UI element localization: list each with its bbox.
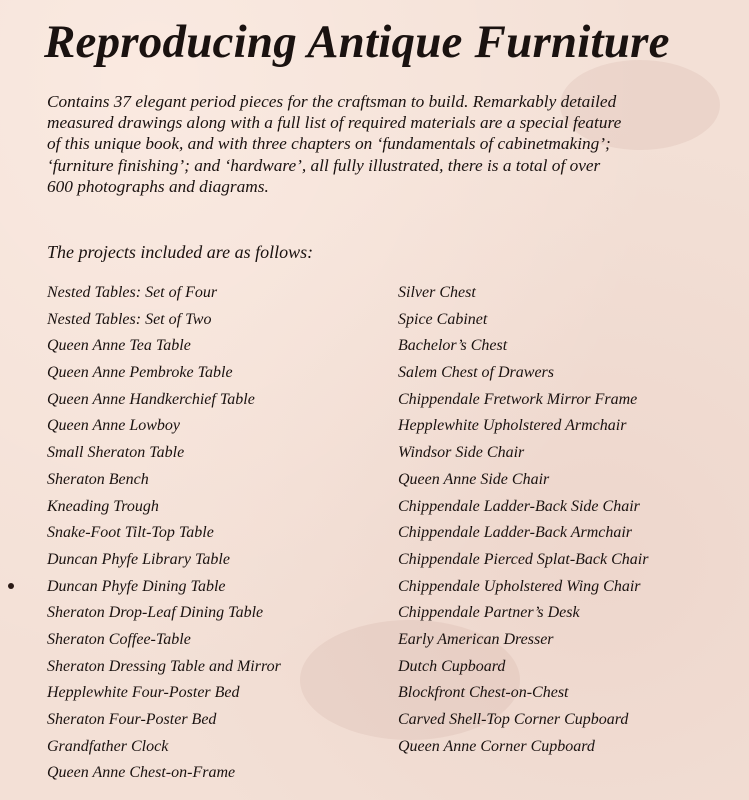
list-item: Duncan Phyfe Library Table	[47, 550, 230, 568]
page-title: Reproducing Antique Furniture	[44, 16, 670, 68]
list-item: Nested Tables: Set of Two	[47, 310, 212, 328]
intro-line: ‘furniture finishing’; and ‘hardware’, all fully illustrated, there is a total of over	[47, 155, 601, 175]
list-item: Chippendale Upholstered Wing Chair	[398, 577, 641, 595]
list-item: Bachelor’s Chest	[398, 337, 508, 355]
intro-line: measured drawings along with a full list of required materials are a special feature	[47, 113, 622, 133]
projects-list-left	[47, 280, 281, 787]
intro-line: Contains 37 elegant period pieces for the craftsman to build. Remarkably detailed	[47, 92, 617, 111]
list-item: Queen Anne Corner Cupboard	[398, 737, 595, 755]
list-item: Duncan Phyfe Dining Table	[47, 577, 226, 595]
list-item: Sheraton Bench	[47, 470, 149, 488]
list-item: Snake-Foot Tilt-Top Table	[47, 524, 214, 542]
list-item: Chippendale Partner’s Desk	[398, 604, 580, 622]
list-item: Hepplewhite Four-Poster Bed	[47, 684, 240, 702]
list-item: Kneading Trough	[47, 497, 159, 515]
list-item: Hepplewhite Upholstered Armchair	[398, 417, 627, 435]
intro-line: 600 photographs and diagrams.	[47, 176, 269, 196]
list-item: Windsor Side Chair	[398, 444, 525, 462]
list-item: Salem Chest of Drawers	[398, 364, 554, 382]
list-item: Queen Anne Tea Table	[47, 337, 191, 355]
list-item: Silver Chest	[398, 284, 476, 301]
ink-speck	[8, 583, 14, 589]
list-item: Chippendale Pierced Splat-Back Chair	[398, 550, 649, 568]
list-item: Queen Anne Chest-on-Frame	[47, 764, 236, 782]
projects-list-right	[398, 280, 648, 760]
list-item: Carved Shell-Top Corner Cupboard	[398, 711, 629, 728]
list-item: Sheraton Drop-Leaf Dining Table	[47, 604, 264, 622]
list-item: Chippendale Ladder-Back Side Chair	[398, 497, 640, 515]
list-item: Chippendale Fretwork Mirror Frame	[398, 390, 638, 408]
list-item: Grandfather Clock	[47, 737, 169, 755]
list-item: Queen Anne Pembroke Table	[47, 364, 233, 382]
intro-paragraph	[47, 91, 727, 197]
list-item: Nested Tables: Set of Four	[47, 284, 218, 301]
list-item: Sheraton Dressing Table and Mirror	[47, 657, 281, 675]
list-item: Dutch Cupboard	[398, 657, 506, 675]
list-item: Sheraton Coffee-Table	[47, 630, 191, 648]
list-item: Early American Dresser	[398, 630, 554, 648]
list-item: Sheraton Four-Poster Bed	[47, 711, 217, 728]
list-item: Small Sheraton Table	[47, 444, 185, 462]
list-item: Queen Anne Side Chair	[398, 470, 550, 488]
list-item: Blockfront Chest-on-Chest	[398, 684, 569, 702]
list-item: Spice Cabinet	[398, 310, 488, 328]
projects-heading: The projects included are as follows:	[47, 242, 314, 262]
list-item: Chippendale Ladder-Back Armchair	[398, 524, 633, 542]
intro-line: of this unique book, and with three chapters on ‘fundamentals of cabinetmaking’;	[47, 134, 611, 154]
list-item: Queen Anne Handkerchief Table	[47, 390, 255, 408]
list-item: Queen Anne Lowboy	[47, 417, 181, 435]
